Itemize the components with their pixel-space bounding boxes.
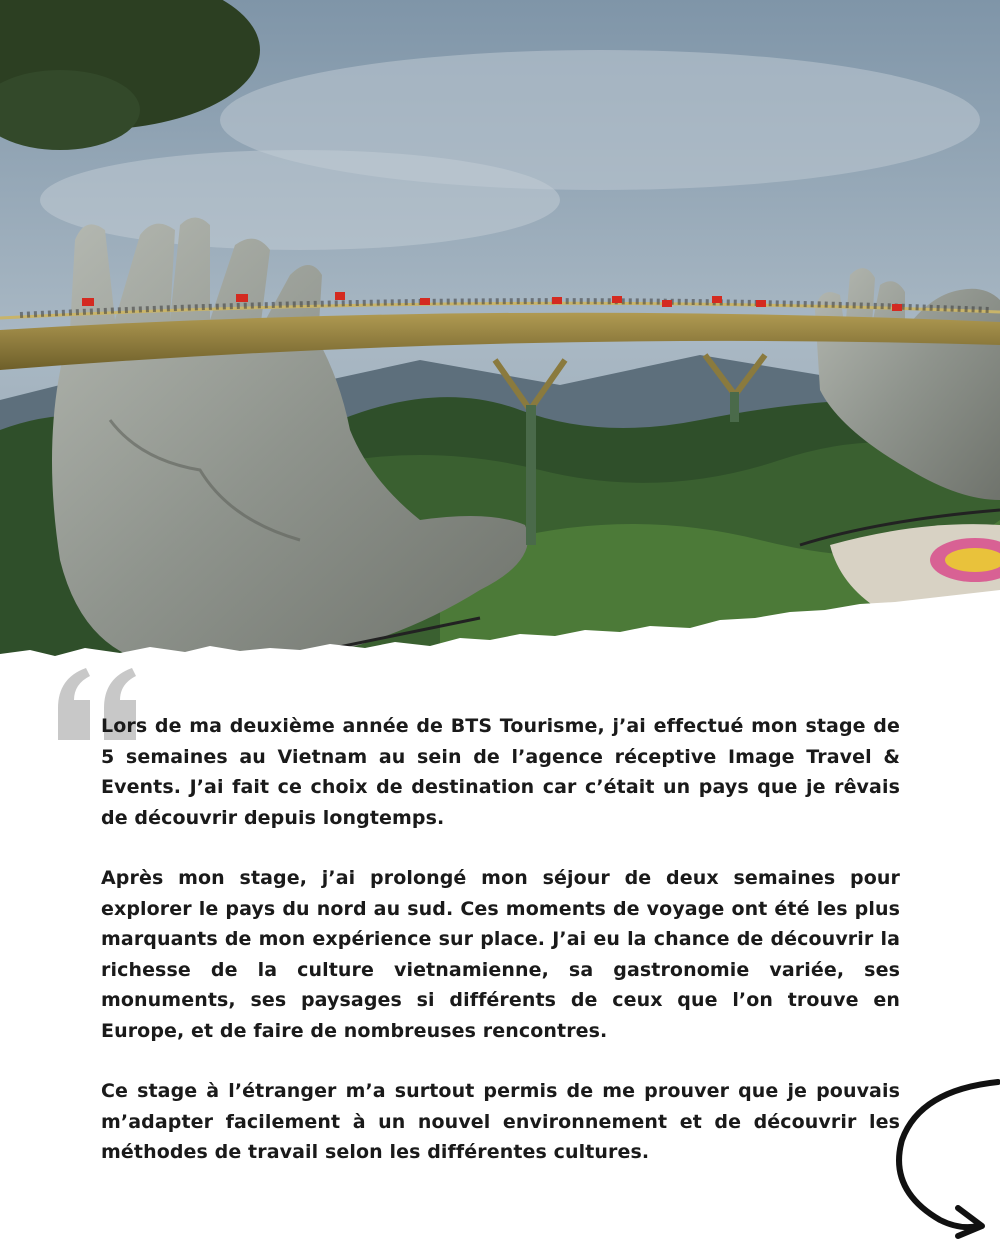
- testimonial-text: [101, 711, 900, 1198]
- paragraph-2: Après mon stage, j’ai prolongé mon séjour de deux semaines pour explorer le pays du nord au sud. Ces moments de voyage ont été les plus marquants de mon expérience sur place. J’ai eu la chance de découvrir la richesse de la culture vietnamienne, sa gastronomie variée, ses monuments, ses paysages si différents de ceux que l’on trouve en Europe, et de faire de nombreuses rencontres.: [101, 867, 900, 1042]
- paragraph-3: Ce stage à l’étranger m’a surtout permis de me prouver que je pouvais m’adapter facilement à un nouvel environnement et de découvrir les méthodes de travail selon les différentes cultures.: [101, 1080, 900, 1163]
- paragraph-1: Lors de ma deuxième année de BTS Tourisme, j’ai effectué mon stage de 5 semaines au Vietnam au sein de l’agence réceptive Image Travel & Events. J’ai fait ce choix de destination car c’était un pays que je rêvais de découvrir depuis longtemps.: [101, 715, 900, 829]
- torn-paper-edge: [0, 590, 1000, 680]
- curved-arrow-icon: [880, 1070, 1000, 1240]
